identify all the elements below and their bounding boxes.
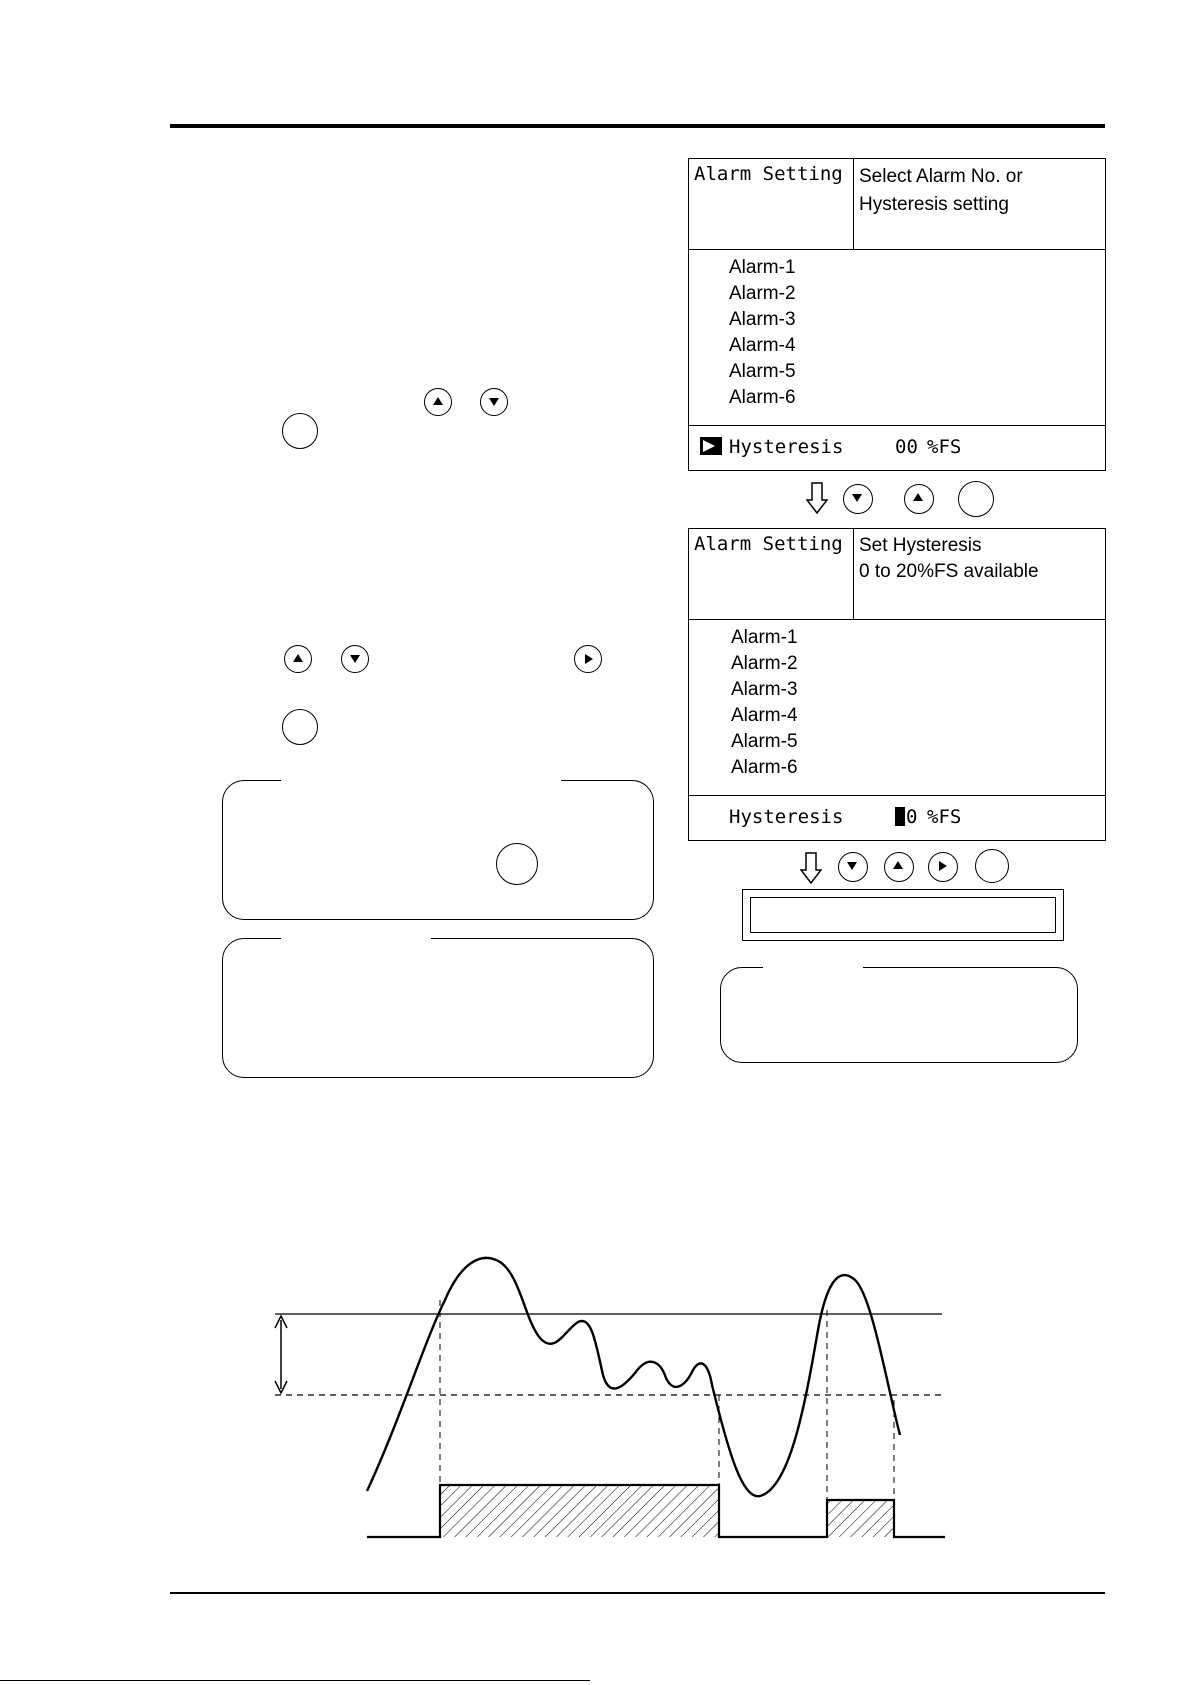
guide-line-1: Select Alarm No. or <box>859 166 1023 187</box>
alarm-item[interactable]: Alarm-5 <box>731 731 798 752</box>
alarm-item[interactable]: Alarm-3 <box>731 679 798 700</box>
alarm-item[interactable]: Alarm-3 <box>729 309 796 330</box>
hysteresis-label: Hysteresis <box>729 806 844 828</box>
alarm-item[interactable]: Alarm-4 <box>729 335 796 356</box>
hysteresis-value[interactable]: 0 <box>906 806 918 828</box>
hysteresis-value: 00 <box>895 436 918 458</box>
alarm-item[interactable]: Alarm-2 <box>731 653 798 674</box>
hysteresis-unit: %FS <box>927 806 962 828</box>
hysteresis-unit: %FS <box>927 436 962 458</box>
alarm-item[interactable]: Alarm-4 <box>731 705 798 726</box>
alarm-item[interactable]: Alarm-1 <box>731 627 798 648</box>
guide-line-2: 0 to 20%FS available <box>859 561 1039 582</box>
guide-line-1: Set Hysteresis <box>859 535 982 556</box>
screen-title: Alarm Setting <box>689 159 854 249</box>
alarm-item[interactable]: Alarm-5 <box>729 361 796 382</box>
screen-title: Alarm Setting <box>689 529 854 619</box>
hysteresis-label: Hysteresis <box>729 436 844 458</box>
alarm-item[interactable]: Alarm-1 <box>729 257 796 278</box>
alarm-item[interactable]: Alarm-6 <box>729 387 796 408</box>
alarm-item[interactable]: Alarm-6 <box>731 757 798 778</box>
alarm-item[interactable]: Alarm-2 <box>729 283 796 304</box>
guide-line-2: Hysteresis setting <box>859 194 1009 215</box>
process-value-curve <box>367 1258 900 1496</box>
